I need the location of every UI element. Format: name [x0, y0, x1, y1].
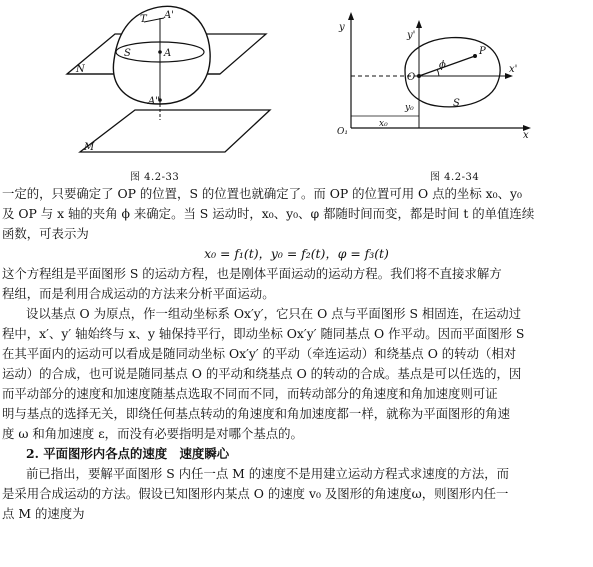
- label-o1: O₁: [337, 127, 348, 137]
- text-line: 一定的，只要确定了 OP 的位置，S 的位置也就确定了。而 OP 的位置可用 O 点的坐标 x₀、y₀: [2, 186, 522, 201]
- text-line: 这个方程组是平面图形 S 的运动方程，也是刚体平面运动的运动方程。我们将不直接求解方: [2, 266, 502, 281]
- text-line: 函数，可表示为: [2, 226, 89, 241]
- text-line: 设以基点 O 为原点，作一组动坐标系 Ox′y′，它只在 O 点与平面图形 S 相固连，在运动过: [26, 306, 522, 321]
- label-m: M: [84, 142, 95, 153]
- figure-4-2-34: [335, 10, 535, 138]
- label-a-prime: A': [164, 10, 174, 21]
- text-line: 点 M 的速度为: [2, 506, 85, 521]
- body-text: [2, 184, 591, 524]
- plane-m: [80, 110, 270, 152]
- text-line: 运动）的合成，也可说是随同基点 O 的平动和绕基点 O 的转动的合成。基点是可以任选的，因: [2, 366, 522, 381]
- text-line: 在其平面内的运动可以看成是随同动坐标 Ox′y′ 的平动（牵连运动）和绕基点 O 的转动（相对: [2, 346, 517, 361]
- label-a: A: [164, 48, 172, 59]
- label-s: S: [124, 48, 131, 59]
- caption-4-2-34: 图 4.2-34: [430, 172, 480, 183]
- equation: x₀ = f₁(t)，y₀ = f₂(t)，φ = f₃(t): [204, 246, 389, 261]
- label-s-right: S: [453, 98, 460, 109]
- label-y0: y₀: [405, 103, 414, 113]
- label-a-dprime: A": [148, 96, 160, 107]
- label-o: O: [407, 72, 416, 83]
- section-heading: 2. 平面图形内各点的速度 速度瞬心: [26, 446, 230, 461]
- text-line: 度 ω 和角加速度 ε，而没有必要指明是对哪个基点的。: [2, 426, 303, 441]
- label-phi: ϕ: [439, 60, 446, 71]
- label-n: N: [76, 64, 85, 75]
- figure-4-2-33-drawing: [40, 0, 280, 165]
- label-p: P: [479, 46, 486, 57]
- text-line: 前已指出，要解平面图形 S 内任一点 M 的速度不是用建立运动方程式求速度的方法，而: [26, 466, 509, 481]
- op-line: [419, 56, 475, 76]
- caption-4-2-33: 图 4.2-33: [130, 172, 180, 183]
- text-line: 及 OP 与 x 轴的夹角 ϕ 来确定。当 S 运动时，x₀、y₀、φ 都随时间而变，都是时间 t 的单值连续: [2, 206, 535, 221]
- text-line: 而平动部分的速度和加速度随基点选取不同而不同，而转动部分的角速度和角加速度则可证: [2, 386, 498, 401]
- label-y-prime: y': [407, 30, 416, 41]
- label-x0: x₀: [379, 119, 388, 129]
- label-t: T: [140, 14, 147, 25]
- label-y: y: [339, 22, 345, 33]
- label-x-prime: x': [509, 64, 518, 75]
- label-x: x: [523, 130, 529, 138]
- text-line: 程组，而是利用合成运动的方法来分析平面运动。: [2, 286, 275, 301]
- text-line: 是采用合成运动的方法。假设已知图形内某点 O 的速度 v₀ 及图形的角速度ω，则图形内任一: [2, 486, 509, 501]
- figure-4-2-34-drawing: [335, 10, 535, 138]
- figure-4-2-33: [40, 0, 280, 165]
- text-line: 明与基点的选择无关，即绕任何基点转动的角速度和角加速度都一样，就称为平面图形的角速: [2, 406, 511, 421]
- text-line: 程中，x′、y′ 轴始终与 x、y 轴保持平行，即动坐标 Ox′y′ 随同基点 O 作平动。因而平面图形 S: [2, 326, 525, 341]
